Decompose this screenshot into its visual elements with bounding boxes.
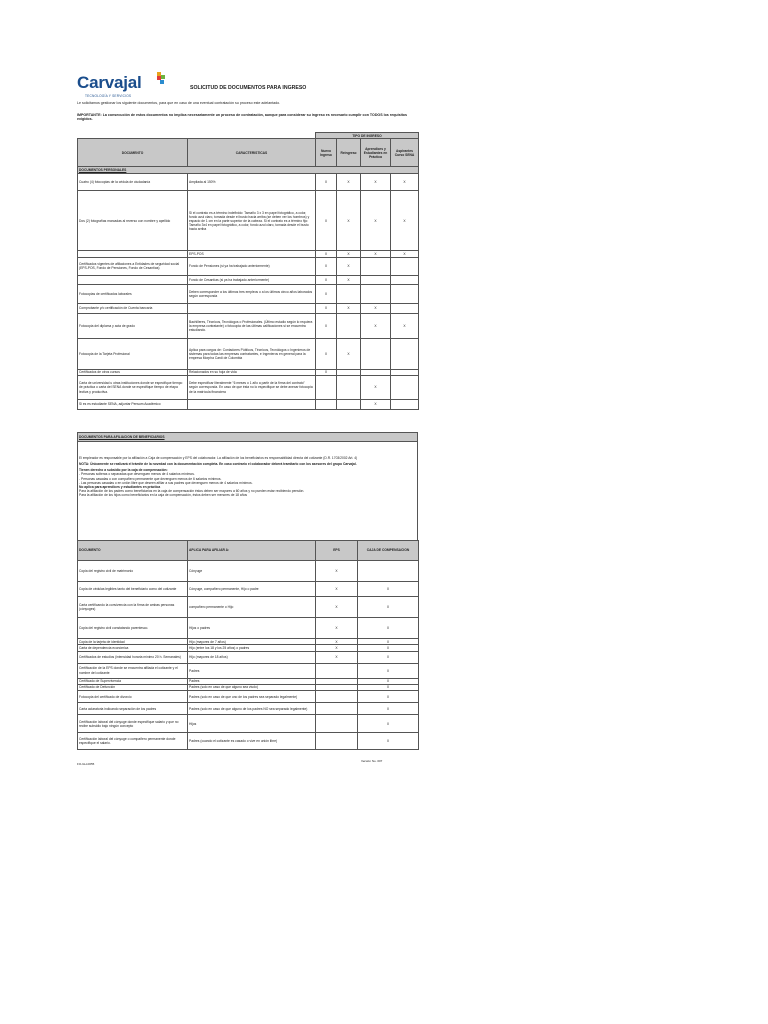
form-code: FO-GH-0055	[77, 762, 95, 766]
aplica-cell: Cónyuge, compañero permanente, Hijo o padre	[188, 582, 316, 597]
form-version: Versión No. 007	[361, 759, 383, 763]
nuevo-ingreso-cell: X	[316, 369, 337, 375]
aplica-cell: Hijos	[188, 715, 316, 733]
nuevo-ingreso-cell: X	[316, 303, 337, 313]
aspirantes-cell: X	[391, 251, 419, 257]
caja-cell: X	[358, 645, 419, 651]
aplica-cell: compañero permanente o Hijo	[188, 597, 316, 618]
aplica-cell: Hijo (mayores de 18 años)	[188, 651, 316, 663]
doc-cell: Certificado de Supervivencia	[78, 678, 188, 684]
characteristics-cell: Si el contrato es a término indefinido: Tamaño 3 x 3 en papel fotográfico, a color, fondo azul claro, tomada desde el busto hacia arriba (se deben ver los hombros) y espacio de 1 cm en la parte superior de la cabeza. Si el contrato es a término fijo: Tamaño 3x4 en papel fotográfico, a color, fondo azul claro, tomada desde el busto hacia arriba	[188, 191, 316, 251]
col-aprendices: Aprendices y Estudiantes en Práctica	[361, 139, 391, 167]
reingreso-cell	[337, 376, 361, 400]
notes-body	[78, 442, 418, 555]
reingreso-cell: X	[337, 303, 361, 313]
eps-cell: X	[316, 651, 358, 663]
hijos-line: Para la afiliación de los hijos como beneficiarios en la caja de compensación, éstos deben ser menores de 18 años	[79, 492, 248, 497]
derecho-title-text: Tienen derecho a subsidio por la caja de compensación:	[79, 468, 168, 473]
table-row	[78, 376, 419, 400]
logo-tagline: TECNOLOGÍA Y SERVICIOS	[85, 94, 132, 98]
reingreso-cell: X	[337, 191, 361, 251]
aprendices-cell: X	[361, 251, 391, 257]
doc-cell: Certificación de la EPS donde se encuentra afiliada el cotizante y el nombre del cotizante	[78, 663, 188, 678]
doc-cell: Fotocopias de certificados laborales	[78, 284, 188, 303]
characteristics-cell: Ampliada al 150%	[188, 174, 316, 191]
section-beneficiarios: DOCUMENTOS PARA AFILIACION DE BENEFICIARIOS	[78, 433, 418, 442]
eps-cell	[316, 703, 358, 715]
col-documento-2: DOCUMENTO	[78, 541, 188, 561]
table-row	[78, 191, 419, 251]
table-row	[78, 275, 419, 284]
derecho-3: - Las personas casadas o en unión libre que deseen afiliar a sus padres que devenguen menos de 4 salarios mínimos.	[79, 480, 253, 485]
doc-cell: Carta de dependencia económica	[78, 645, 188, 651]
doc-cell: Cuatro (4) fotocopias de la cédula de ciudadanía	[78, 174, 188, 191]
nuevo-ingreso-cell: X	[316, 338, 337, 369]
logo-name: Carvajal	[77, 73, 142, 92]
doc-cell: Carta certificando la convivencia con la firma de ambas personas (cónyuges)	[78, 597, 188, 618]
table-row	[78, 400, 419, 410]
intro-text: Le solicitamos gestionar los siguiente documentos, para que en caso de una eventual contratación su proceso este adelantado.	[77, 101, 281, 105]
table-row	[78, 733, 419, 750]
caja-cell: X	[358, 678, 419, 684]
section-personal: DOCUMENTOS PERSONALES	[78, 167, 419, 174]
caja-cell: X	[358, 663, 419, 678]
aspirantes-cell: X	[391, 174, 419, 191]
doc-cell: Certificados de estudios (intensidad horaria mínimo 20 h. Semanales)	[78, 651, 188, 663]
reingreso-cell: X	[337, 338, 361, 369]
eps-cell	[316, 663, 358, 678]
caja-cell: X	[358, 651, 419, 663]
personal-documents-table	[77, 132, 419, 410]
table-row	[78, 313, 419, 338]
reingreso-cell	[337, 284, 361, 303]
aspirantes-cell	[391, 338, 419, 369]
characteristics-cell: Fondo de Cesantías (si ya ha trabajado anteriormente)	[188, 275, 316, 284]
col-reingreso: Reingreso	[337, 139, 361, 167]
doc-cell: Copia de cédulas legibles tanto del beneficiario como del cotizante	[78, 582, 188, 597]
aprendices-cell: X	[361, 400, 391, 410]
no-aplica-text: No aplica para aprendices y estudiantes en práctica	[79, 484, 161, 489]
table-row	[78, 174, 419, 191]
beneficiaries-notes	[77, 432, 418, 555]
characteristics-cell	[188, 303, 316, 313]
nuevo-ingreso-cell: X	[316, 275, 337, 284]
derecho-2: - Personas casadas o con compañero permanente que devenguen menos de 6 salarios mínimos.	[79, 476, 222, 481]
reingreso-cell: X	[337, 257, 361, 275]
characteristics-cell: Relacionados en su hoja de vida	[188, 369, 316, 375]
nuevo-ingreso-cell	[316, 400, 337, 410]
caja-cell: X	[358, 733, 419, 750]
important-text: La consecución de estos documentos no implica necesariamente un proceso de contratación, aunque para considerar su ingreso es necesario cumplir con TODOS los requisitos exigidos.	[77, 113, 407, 122]
doc-cell: Fotocopia del certificado de divorcio	[78, 691, 188, 703]
eps-cell: X	[316, 561, 358, 582]
table-row	[78, 338, 419, 369]
table-row	[78, 303, 419, 313]
aspirantes-cell: X	[391, 313, 419, 338]
table-row	[78, 663, 419, 678]
table-row	[78, 703, 419, 715]
doc-cell: Comprobante y/o certificación de Cuenta bancaria	[78, 303, 188, 313]
table-row	[78, 715, 419, 733]
aspirantes-cell	[391, 284, 419, 303]
doc-cell: Carta de universidad u otras instituciones donde se especifique tiempo de práctica o carta del SENA donde se especifique tiempo de etapa lectiva y productiva.	[78, 376, 188, 400]
characteristics-cell: Aplica para cargos de: Contadores Públicos, Técnicos, Tecnólogos o Ingenieros de sistemas para todas las empresas contratantes, e Ingenieros en general para la empresa Morpha Cardi de Colombia	[188, 338, 316, 369]
col-eps: EPS	[316, 541, 358, 561]
nuevo-ingreso-cell: X	[316, 191, 337, 251]
eps-cell: X	[316, 597, 358, 618]
aspirantes-cell	[391, 400, 419, 410]
aspirantes-cell	[391, 376, 419, 400]
eps-cell: X	[316, 582, 358, 597]
eps-cell: X	[316, 618, 358, 639]
eps-cell	[316, 715, 358, 733]
col-caracteristicas: CARACTERISTICAS	[188, 139, 316, 167]
document-title: SOLICITUD DE DOCUMENTOS PARA INGRESO	[190, 85, 307, 91]
caja-cell: X	[358, 715, 419, 733]
reingreso-cell	[337, 313, 361, 338]
doc-cell: Dos (2) fotografías marcadas al reverso con nombre y apellido	[78, 191, 188, 251]
aprendices-cell	[361, 284, 391, 303]
table-row	[78, 257, 419, 275]
caja-cell: X	[358, 618, 419, 639]
aplica-cell: Padres (solo en caso de que uno de los padres sea separado legalmente)	[188, 691, 316, 703]
characteristics-cell	[188, 400, 316, 410]
doc-cell: Copia del registro civil de matrimonio	[78, 561, 188, 582]
eps-cell: X	[316, 645, 358, 651]
eps-cell: X	[316, 639, 358, 645]
characteristics-cell: EPS-POS	[188, 251, 316, 257]
characteristics-cell: Debe especificar literalmente "6 meses o 1 año a partir de la firma del contrato" según corresponda. En caso de que ésta no lo especifique se debe anexar fotocopia de la matrícula financiera	[188, 376, 316, 400]
aplica-cell: Hijo (entre los 18 y los 25 años) o padres	[188, 645, 316, 651]
aspirantes-cell	[391, 303, 419, 313]
col-aplica: APLICA PARA AFILIAR A:	[188, 541, 316, 561]
aplica-cell: Padres (solo en caso de que alguno sea viudo)	[188, 684, 316, 690]
doc-cell: Copia de la tarjeta de identidad	[78, 639, 188, 645]
doc-cell: Certificado de Defunción	[78, 684, 188, 690]
caja-cell: X	[358, 597, 419, 618]
col-caja: CAJA DE COMPENSACION	[358, 541, 419, 561]
caja-cell	[358, 561, 419, 582]
doc-cell: Certificados de otros cursos	[78, 369, 188, 375]
nuevo-ingreso-cell: X	[316, 284, 337, 303]
aplica-cell: Hijos o padres	[188, 618, 316, 639]
aprendices-cell: X	[361, 376, 391, 400]
note-nota	[79, 462, 416, 466]
characteristics-cell: Bachilleres, Técnicos, Tecnólogos o Profesionales. (Último estudio según lo requiera la empresa contratante) o fotocopia de las últimas calificaciones si se encuentra estudiando.	[188, 313, 316, 338]
reingreso-cell: X	[337, 275, 361, 284]
aplica-cell: Padres (cuando el cotizante es casado o vive en unión libre)	[188, 733, 316, 750]
col-nuevo-ingreso: Nuevo Ingreso	[316, 139, 337, 167]
table-row	[78, 691, 419, 703]
nuevo-ingreso-cell	[316, 376, 337, 400]
carvajal-logo	[77, 68, 177, 102]
aplica-cell: Padres (solo en caso de que alguno de los padres NO sea separado legalmente)	[188, 703, 316, 715]
important-label: IMPORTANTE:	[77, 113, 102, 117]
nota-text: Únicamente se realizará el trámite de la novedad con la documentación completa. En caso contrario el colaborador deberá tramitarlo con los asesores del grupo Carvajal.	[90, 462, 357, 467]
aplica-cell: Cónyuge	[188, 561, 316, 582]
aprendices-cell	[361, 257, 391, 275]
reingreso-cell	[337, 400, 361, 410]
doc-cell: Fotocopia de la Tarjeta Profesional	[78, 338, 188, 369]
aspirantes-cell: X	[391, 191, 419, 251]
table-row	[78, 582, 419, 597]
doc-cell: Certificación laboral del cónyuge donde especifique salario y que no recibe subsidio bajo ningún concepto	[78, 715, 188, 733]
doc-cell: Si es es estudiante SENA, adjuntar Pensum Académico	[78, 400, 188, 410]
eps-cell	[316, 733, 358, 750]
caja-cell: X	[358, 639, 419, 645]
aplica-cell: Hijo (mayores de 7 años)	[188, 639, 316, 645]
group-header: TIPO DE INGRESO	[316, 133, 419, 139]
derecho-1: - Personas solteras o separadas que devenguen menos de 4 salarios mínimos.	[79, 472, 195, 477]
characteristics-cell: Fondo de Pensiones (si ya ha trabajado anteriormente)	[188, 257, 316, 275]
doc-cell: Copia del registro civil constatando parentesco.	[78, 618, 188, 639]
nuevo-ingreso-cell: X	[316, 174, 337, 191]
caja-cell: X	[358, 703, 419, 715]
aprendices-cell: X	[361, 313, 391, 338]
table-row	[78, 561, 419, 582]
doc-cell: Certificación laboral del cónyuge o compañero permanente donde especifique el salario.	[78, 733, 188, 750]
eps-cell	[316, 691, 358, 703]
doc-cell	[78, 275, 188, 284]
reingreso-cell: X	[337, 174, 361, 191]
table-row	[78, 651, 419, 663]
characteristics-cell: Deben corresponder a los últimos tres empleos o a los últimos cinco años laborados según corresponda	[188, 284, 316, 303]
caja-cell: X	[358, 691, 419, 703]
aplica-cell: Padres	[188, 678, 316, 684]
reingreso-cell: X	[337, 251, 361, 257]
important-note	[77, 113, 417, 122]
col-documento: DOCUMENTO	[78, 139, 188, 167]
beneficiaries-table	[77, 540, 419, 750]
caja-cell: X	[358, 684, 419, 690]
caja-cell: X	[358, 582, 419, 597]
table-row	[78, 618, 419, 639]
nota-label: NOTA:	[79, 462, 90, 467]
nuevo-ingreso-cell: X	[316, 313, 337, 338]
aspirantes-cell	[391, 257, 419, 275]
aprendices-cell: X	[361, 191, 391, 251]
aprendices-cell	[361, 275, 391, 284]
col-aspirantes: Aspirantes Curso SENA	[391, 139, 419, 167]
note-employer: El empleador es responsable por la afiliación a Caja de compensación y EPS del colaborador. La afiliación de los beneficiarios es responsabilidad directa del cotizante (D.R. 1703/2002 Art. 4)	[79, 456, 358, 461]
doc-cell: Carta aclaratoria indicando separación de los padres	[78, 703, 188, 715]
aspirantes-cell	[391, 275, 419, 284]
logo-mark-icon	[152, 72, 165, 85]
doc-cell: Certificados vigentes de afiliaciones a Entidades de seguridad social (EPS-POS, Fondo de Pensiones, Fondo de Cesantías)	[78, 257, 188, 275]
padres-line: Para la afiliación de los padres como beneficiarios en la caja de compensación éstos deben ser mayores a 60 años y no pueden estar recibiendo pensión.	[79, 488, 305, 493]
nuevo-ingreso-cell: X	[316, 251, 337, 257]
doc-cell: Fotocopia del diploma y acta de grado	[78, 313, 188, 338]
aprendices-cell	[361, 338, 391, 369]
aprendices-cell: X	[361, 174, 391, 191]
aprendices-cell: X	[361, 303, 391, 313]
aplica-cell: Padres	[188, 663, 316, 678]
table-row	[78, 284, 419, 303]
nuevo-ingreso-cell: X	[316, 257, 337, 275]
table-row	[78, 597, 419, 618]
